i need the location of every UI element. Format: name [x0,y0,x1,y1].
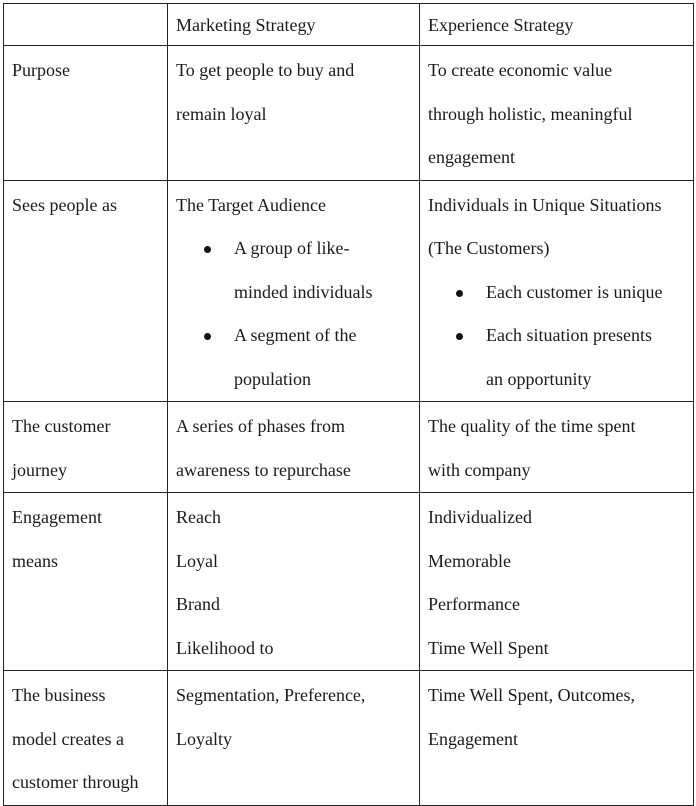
bullet-icon [204,333,211,340]
experience-cell: Individuals in Unique Situations (The Customers) Each customer is unique Each situation presents an opportunity [420,180,694,402]
bullet-list [428,271,685,402]
bullet-icon [204,246,211,253]
bullet-icon [456,333,463,340]
experience-cell: Individualized Memorable Performance Time Well Spent [420,493,694,671]
marketing-cell: Segmentation, Preference, Loyalty [168,671,420,806]
marketing-cell: Reach Loyal Brand Likelihood to [168,493,420,671]
experience-cell: To create economic value through holistic, meaningful engagement [420,46,694,181]
experience-cell: The quality of the time spent with company [420,402,694,493]
experience-cell: Time Well Spent, Outcomes, Engagement [420,671,694,806]
table-row-business-model [4,671,694,806]
bullet-icon [456,290,463,297]
row-label: The business model creates a customer through [4,671,168,806]
table-row-sees-people-as [4,180,694,402]
table-row-customer-journey [4,402,694,493]
bullet-list [176,227,411,401]
header-empty-cell [4,4,168,46]
list-item: A group of like- minded individuals [176,227,411,314]
marketing-cell: The Target Audience A group of like- minded individuals A segment of the population [168,180,420,402]
table-row-engagement-means [4,493,694,671]
marketing-cell: To get people to buy and remain loyal [168,46,420,181]
list-item: Each customer is unique [428,271,685,315]
table-row-purpose [4,46,694,181]
row-label: Engagement means [4,493,168,671]
list-item: A segment of the population [176,314,411,401]
header-marketing-strategy: Marketing Strategy [168,4,420,46]
list-item: Each situation presents an opportunity [428,314,685,401]
row-label: The customer journey [4,402,168,493]
marketing-cell: A series of phases from awareness to repurchase [168,402,420,493]
comparison-table [3,3,694,806]
row-label: Purpose [4,46,168,181]
row-label: Sees people as [4,180,168,402]
header-row [4,4,694,46]
header-experience-strategy: Experience Strategy [420,4,694,46]
